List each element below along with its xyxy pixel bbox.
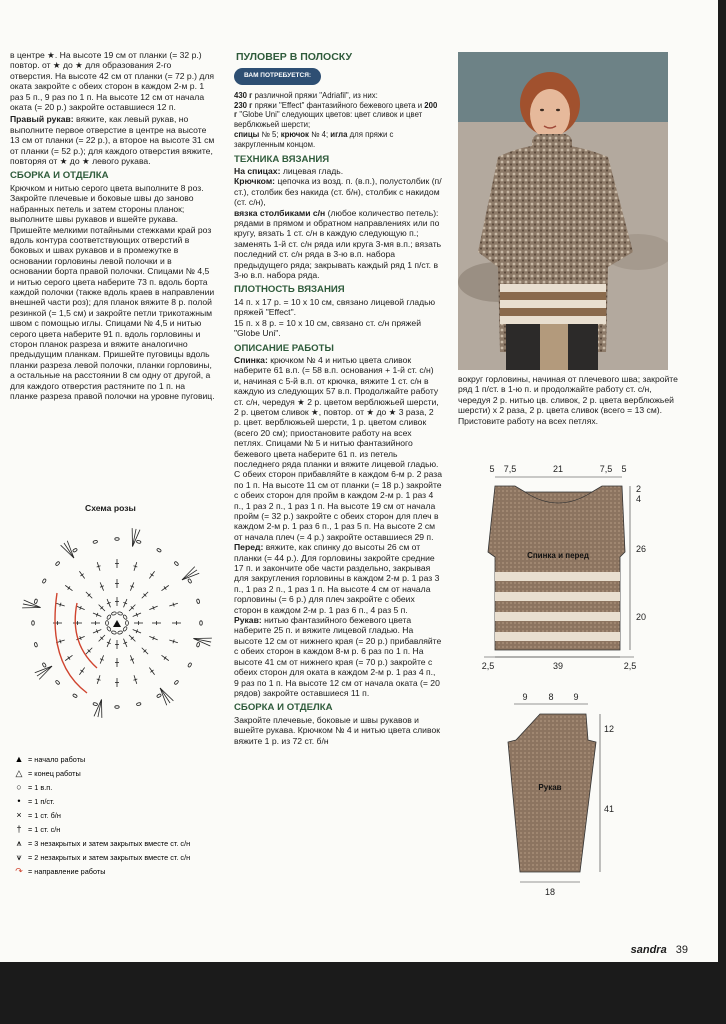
dimension-label: 9	[522, 692, 528, 702]
need-3c: для пряжи с закругленным концом.	[234, 130, 394, 149]
brand-name: sandra	[630, 944, 667, 956]
assembly-text-left: Крючком и нитью серого цвета выполните 8 роз. Закройте плечевые и боковые швы до заново набранных петель и затем стороны планок; выполните швы рукавов и вшейте рукава. Пришейте мелкими потайными стежками край роз вдоль контура соответствующих отверстий в боковых и швах рукавов и в промежутке в основании горловины левой полочки и в основании борта правой полочки. Спицами № 4,5 и нитью серого цвета наберите 73 п. вдоль борта каждой полочки (также вдоль краев в направлении внешней части роз); для планок вяжите 8 р. полой резинкой (= 1,5 см) и закройте петли трикотажным швом с помощью иглы. Спицами № 4,5 и нитью серого цвета наберите 91 п. вдоль горловины и сторон планок разреза и вяжите аналогично предыдущим планкам. Пришейте пуговицы вдоль планки разреза левой полочки, планки горловины, а остальные на расстоянии 8 см одну от другой, а для каждого отверстия растяните по 1 п. на планке разреза правой полочки на уровне пуговиц.	[10, 182, 215, 401]
need-2b: "Globe Uni" следующих цветов: цвет сливок и цвет верблюжьей шерсти;	[234, 110, 423, 130]
page-number: 39	[675, 944, 688, 956]
dimension-label: 2	[636, 484, 642, 494]
sleeve-schematic	[500, 692, 650, 907]
legend-item	[12, 853, 227, 862]
left-column	[10, 50, 215, 401]
need-3b: № 4;	[311, 130, 329, 139]
cluster-2-icon: ⩛	[16, 852, 22, 862]
pattern-title-b: В ПОЛОСКУ	[289, 51, 353, 63]
rose-schema-diagram	[6, 515, 228, 735]
dimension-label: 9	[573, 692, 579, 702]
legend-item	[12, 783, 227, 792]
dimension-label: 7,5	[503, 464, 517, 474]
filled-triangle-icon: ▲	[14, 754, 24, 764]
legend-text: = 1 ст. с/н	[28, 825, 61, 834]
arrow-icon: ↷	[15, 866, 23, 876]
description-heading: ОПИСАНИЕ РАБОТЫ	[234, 342, 334, 354]
front-bold: Перед:	[234, 542, 264, 553]
pattern-title-a: ПУЛОВЕР	[236, 51, 287, 63]
sleeve-text: нитью фантазийного бежевого цвета наберите 25 п. и вяжите лицевой гладью. На высоте 12 см от нижнего края (= 20 р.) прибавляйте с обеих сторон в каждом 8-м р. 6 раз по 1 п. На высоте 41 см от нижнего края (= 70 р.) закройте с обеих сторон для оката в каждом 2-м р. 1 раз 4 п., 9 раз по 1 п. На высоте 12 см от начала оката (= 20 рядов) закройте оставшиеся 11 п.	[234, 615, 442, 698]
need-3c-bold: игла	[330, 130, 348, 139]
body-label: Спинка и перед	[527, 551, 589, 560]
need-1: различной пряжи "Adriafil", из них:	[254, 90, 378, 100]
legend-item	[12, 811, 227, 820]
cluster-3-icon: ⩚	[16, 838, 22, 848]
oval-icon: ○	[16, 782, 22, 792]
sleeve-shape	[508, 714, 596, 872]
need-1-bold: 430 г	[234, 90, 253, 100]
legend-text: = конец работы	[28, 769, 81, 778]
left-intro: в центре ★. На высоте 19 см от планки (= 32 р.) повтор. от ★ до ★ для образования 2-го отверстия. На высоте 42 см от планки (= 72 р.) для оката закройте с обеих сторон в каждом 2-м р. 1 раз 5 п., 9 раз по 1 п. На высоте 12 см от начала оката (= 20 р.) закройте оставшиеся 12 п.	[10, 50, 215, 113]
dimension-label: 5	[489, 464, 495, 474]
front-text: вяжите, как спинку до высоты 26 см от планки (= 44 р.). Для горловины закройте средние 17 п. и закончите обе части раздельно, закрывая для закругления горловины в каждом 2-м р. 1 раз 3 п., 1 раз 2 п., 1 раз 1 п. На высоте 4 см от начала горловины (= 6 р.) для плеч закройте с обеих сторон в каждом 2-м р. 1 раз 6 п., 4 раз 5 п.	[234, 542, 440, 615]
tech-1-bold: На спицах:	[234, 166, 281, 176]
need-3-bold: спицы	[234, 130, 260, 139]
legend-text: = 1 в.п.	[28, 783, 53, 792]
model-photo	[458, 52, 668, 370]
legend-text: = направление работы	[28, 867, 106, 876]
legend-item	[12, 839, 227, 848]
middle-column	[234, 50, 442, 746]
need-2: пряжи "Effect" фантазийного бежевого цвета и	[254, 100, 423, 110]
assembly-heading-left: СБОРКА И ОТДЕЛКА	[10, 170, 109, 182]
dimension-label: 20	[636, 612, 647, 622]
need-2-bold: 230 г	[234, 100, 253, 110]
pattern-title	[236, 52, 442, 62]
legend-item	[12, 825, 227, 834]
materials-pill: ВАМ ПОТРЕБУЕТСЯ:	[234, 68, 321, 84]
dimension-label: 12	[604, 724, 615, 734]
stripe	[495, 572, 620, 581]
dimension-label: 2,5	[623, 661, 637, 671]
assembly-heading-mid: СБОРКА И ОТДЕЛКА	[234, 702, 333, 714]
right-text: вокруг горловины, начиная от плечевого шва; закройте ряд 1 п/ст. в 1-ю п. и продолжайте работу ст. с/н, чередуя 2 р. нитью цв. сливок, 2 р. цвета верблюжьей шерсти) х 2 раза, 2 р. цвета сливок (всего = 13 см). Пристовите работу на всех петлях.	[458, 374, 678, 426]
need-3: № 5;	[261, 130, 279, 139]
dimension-label: 2,5	[481, 661, 495, 671]
dimension-label: 41	[604, 804, 615, 814]
rose-legend	[12, 755, 227, 881]
legend-text: = 2 незакрытых и затем закрытых вместе ст. с/н	[28, 853, 191, 862]
technique-heading: ТЕХНИКА ВЯЗАНИЯ	[234, 153, 330, 165]
stripe	[495, 592, 620, 601]
empty-triangle-icon: △	[15, 768, 23, 778]
dc-icon: †	[16, 824, 22, 834]
legend-text: = 1 ст. б/н	[28, 811, 61, 820]
density-heading: ПЛОТНОСТЬ ВЯЗАНИЯ	[234, 284, 345, 296]
legend-item	[12, 755, 227, 764]
legend-text: = начало работы	[28, 755, 86, 764]
legend-text: = 3 незакрытых и затем закрытых вместе ст. с/н	[28, 839, 191, 848]
legend-item	[12, 797, 227, 806]
rose-schema-title: Схема розы	[85, 503, 136, 513]
right-column	[458, 374, 678, 426]
page-footer	[631, 944, 688, 956]
legend-item	[12, 769, 227, 778]
cross-icon: ×	[16, 810, 22, 820]
tech-3: (любое количество петель): рядами в прямом и обратном направлениях или по кругу, вязать 1 ст. с/н в каждую следующую п.; заменять 1-й ст. с/н ряда или круга 3-мя в.п.; вязать последний ст. с/н ряда в 3-ю в.п. набора предыдущего ряда; закрывать каждый ряд 1 п/ст. в 3-ю в.п. набора ряда.	[234, 207, 442, 281]
legend-text: = 1 п/ст.	[28, 797, 55, 806]
tech-1: лицевая гладь.	[282, 166, 344, 176]
right-sleeve-text: вяжите, как левый рукав, но выполните первое отверстие в центре на высоте 13 см от планки (= 22 р.), а второе на высоте 31 см от планки (= 52 р.); для каждого отверстия вяжите, повторяя от ★ до ★ левого рукава.	[10, 114, 215, 167]
sleeve-bold: Рукав:	[234, 615, 262, 626]
dimension-label: 39	[552, 661, 564, 671]
stripe	[495, 632, 620, 641]
right-sleeve-heading: Правый рукав:	[10, 114, 74, 125]
body-shape	[488, 486, 625, 650]
assembly-text-mid: Закройте плечевые, боковые и швы рукавов и вшейте рукава. Крючком № 4 и нитью цвета сливок вяжите 1 р. из 72 ст. б/н	[234, 714, 440, 746]
tech-2-bold: Крючком:	[234, 176, 276, 187]
tech-3-bold: вязка столбиками с/н	[234, 207, 326, 218]
dimension-label: 8	[548, 692, 554, 702]
body-schematic	[470, 462, 670, 677]
dimension-label: 7,5	[599, 464, 613, 474]
back-bold: Спинка:	[234, 354, 268, 365]
dimension-label: 18	[544, 887, 556, 897]
legend-item	[12, 867, 227, 876]
stripe	[495, 612, 620, 621]
model-photo-illustration	[458, 52, 668, 370]
tech-2: цепочка из возд. п. (в.п.), полустолбик (п/ст.), столбик без накида (ст. б/н), столбик с накидом (ст. с/н),	[234, 176, 442, 208]
density-2: 15 п. х 8 р. = 10 х 10 см, связано ст. с/н пряжей "Globe Uni".	[234, 317, 421, 339]
sleeve-label: Рукав	[538, 783, 562, 792]
need-3b-bold: крючок	[280, 130, 309, 139]
dimension-label: 4	[636, 494, 642, 504]
density-1: 14 п. х 17 р. = 10 х 10 см, связано лицевой гладью пряжей "Effect".	[234, 296, 436, 318]
dot-icon: •	[17, 796, 21, 806]
dimension-label: 26	[636, 544, 647, 554]
dimension-label: 5	[621, 464, 627, 474]
back-text: крючком № 4 и нитью цвета сливок наберите 61 в.п. (= 58 в.п. основания + 1-й ст. с/н) и, начиная с 5-й в.п. от крючка, вяжите 1 ст. с/н в каждую из следующих 57 в.п. Продолжайте работу ст. с/н, чередуя ★ 2 р. цветом верблюжьей шерсти, 2 р. цветом сливок ★, повтор. от ★ до ★ 3 раза, 2 р. цвет. верблюжьей шерсти, 1 р. цветом сливок (всего 20 см); приостановите работу на всех петлях. Спицами № 5 и нитью фантазийного бежевого цвета наберите 61 п. из петель последнего ряда планки и вяжите лицевой гладью. С обеих сторон прибавляйте в каждом 6-м р. 2 раза по 1 п. На высоте 11 см от планки (= 18 р.) закройте с обеих сторон для пройм в каждом 2-м р. 1 раз 4 п., 1 раз 2 п., 1 раз 1 п. На высоте 19 см от начала пройм (= 32 р.) закройте с обеих сторон для плеч в каждом 2-м р. 1 раз 6 п., 1 раз 5 п. На высоте 2 см от начала плеч (= 4 р.) закройте оставшиеся 29 п.	[234, 354, 443, 542]
need-2b-bold: 200 г	[234, 100, 438, 120]
dimension-label: 21	[552, 464, 564, 474]
